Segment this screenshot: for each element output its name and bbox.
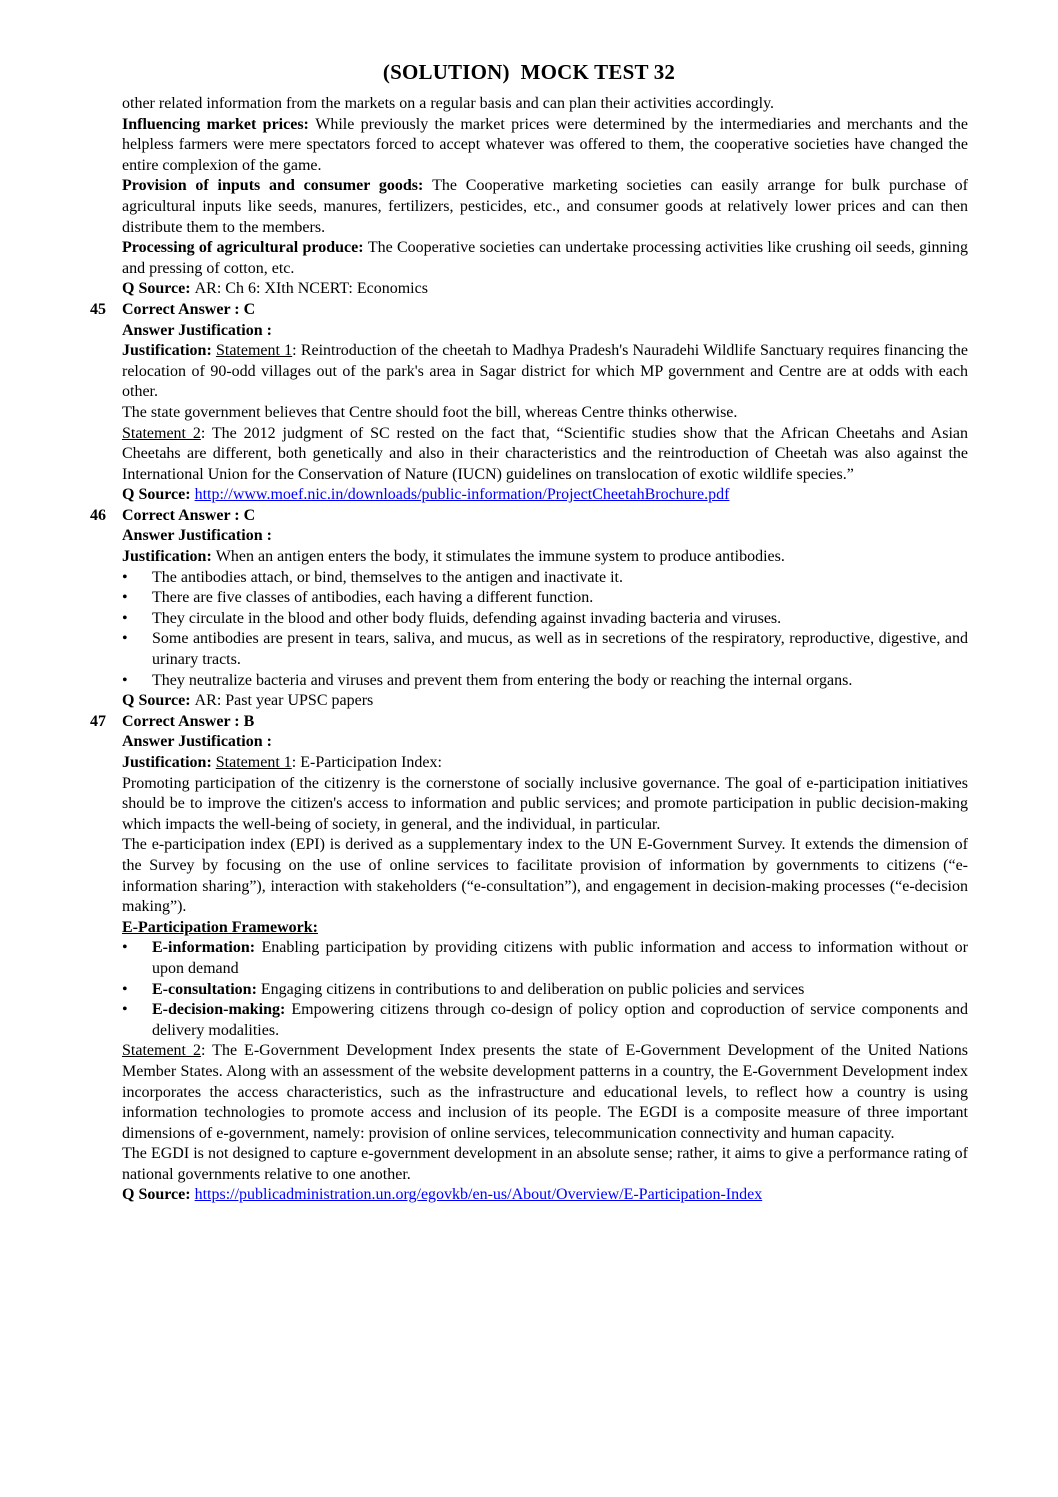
paragraph <box>122 1041 968 1144</box>
text-run: Processing of agricultural produce: <box>122 239 368 257</box>
bullet-item <box>122 609 968 630</box>
text-run: The Cooperative marketing societies can easily arrange for bulk purchase of agricultural inputs like seeds, manures, fertilizers, pesticides, etc., and consumer goods at relatively lower prices and can then distribute them to the members. <box>122 177 968 236</box>
text-run: : The 2012 judgment of SC rested on the fact that, “Scientific studies show that the African Cheetahs and Asian Cheetahs are different, both genetically and also in their characteristics and the reintroduction of Cheetah was also against the International Union for the Conservation of Nature (IUCN) guidelines on translocation of exotic wildlife species.” <box>122 424 969 483</box>
hyperlink[interactable]: http://www.moef.nic.in/downloads/public-information/ProjectCheetahBrochure.pdf <box>194 486 730 504</box>
block-content <box>122 753 968 774</box>
paragraph <box>122 238 968 279</box>
page-title: (SOLUTION) MOCK TEST 32 <box>382 60 676 84</box>
block-content <box>152 609 968 630</box>
bullet-icon: • <box>122 589 128 607</box>
bullet-icon: • <box>122 980 128 998</box>
block-content <box>152 671 968 692</box>
text-run: Provision of inputs and consumer goods: <box>122 177 433 195</box>
paragraph <box>122 279 968 300</box>
paragraph <box>122 774 968 836</box>
block-content <box>122 547 968 568</box>
bullet-item <box>122 1000 968 1041</box>
block-content <box>152 980 968 1001</box>
block-content <box>122 526 968 547</box>
question-item <box>90 300 968 321</box>
paragraph <box>122 176 968 238</box>
block-content <box>122 1144 968 1185</box>
text-run: The Cooperative societies can undertake processing activities like crushing oil seeds, ginning and pressing of cotton, etc. <box>122 239 969 277</box>
paragraph <box>122 403 968 424</box>
paragraph <box>122 321 968 342</box>
question-number: 46 <box>90 506 106 524</box>
text-run: Answer Justification : <box>122 733 272 751</box>
block-content <box>122 485 968 506</box>
paragraph <box>122 341 968 403</box>
text-run: AR: Past year UPSC papers <box>194 692 374 710</box>
block-content <box>152 568 968 589</box>
text-run: Enabling participation by providing citizens with public information and access to information without or upon demand <box>152 939 968 977</box>
text-run: Correct Answer : C <box>122 300 256 318</box>
text-run: When an antigen enters the body, it stimulates the immune system to produce antibodies. <box>215 548 785 566</box>
block-content <box>122 424 968 486</box>
block-content <box>122 732 968 753</box>
bullet-item <box>122 671 968 692</box>
block-content <box>122 506 968 527</box>
paragraph <box>122 94 968 115</box>
bullet-icon: • <box>122 939 128 957</box>
text-run: Justification: <box>122 342 216 360</box>
question-item <box>90 712 968 733</box>
paragraph <box>122 753 968 774</box>
text-run: AR: Ch 6: XIth NCERT: Economics <box>194 280 428 298</box>
document-body <box>90 94 968 1206</box>
text-run: Justification: <box>122 548 216 566</box>
block-content <box>122 279 968 300</box>
text-run: The state government believes that Centre should foot the bill, whereas Centre thinks otherwise. <box>122 403 738 421</box>
block-content <box>122 403 968 424</box>
block-content <box>122 1185 968 1206</box>
text-run: Statement 2 <box>122 424 201 442</box>
text-run: other related information from the markets on a regular basis and can plan their activities accordingly. <box>122 95 775 112</box>
bullet-icon: • <box>122 568 128 586</box>
text-run: : E-Participation Index: <box>291 754 442 771</box>
text-run: Q Source: <box>122 486 195 504</box>
text-run: The e-participation index (EPI) is derived as a supplementary index to the UN E-Government Survey. It extends the dimension of the Survey by focusing on the use of online services to facilitate provision of information by governments to citizens (“e-information sharing”), interaction with stakeholders (“e-consultation”), and engagement in decision-making processes (“e-decision making”). <box>122 836 968 916</box>
text-run: : The E-Government Development Index presents the state of E-Government Development of the United Nations Member States. Along with an assessment of the website development patterns in a country, the E-Government Development index incorporates the access characteristics, such as the infrastructure and educational levels, to reflect how a country is using information technologies to promote access and inclusion of its people. The EGDI is a composite measure of three important dimensions of e-government, namely: provision of online services, telecommunication connectivity and human capacity. <box>122 1042 969 1142</box>
question-number: 47 <box>90 712 106 730</box>
text-run: Q Source: <box>122 280 195 298</box>
question-number: 45 <box>90 300 106 318</box>
text-run: Engaging citizens in contributions to and deliberation on public policies and services <box>260 980 805 998</box>
text-run: E-decision-making: <box>152 1001 292 1019</box>
paragraph <box>122 732 968 753</box>
text-run: The antibodies attach, or bind, themselves to the antigen and inactivate it. <box>152 568 623 586</box>
paragraph <box>122 485 968 506</box>
text-run: Answer Justification : <box>122 321 272 339</box>
bullet-item <box>122 938 968 979</box>
block-content <box>122 176 968 238</box>
block-content <box>122 115 968 177</box>
paragraph <box>122 1185 968 1206</box>
text-run: Q Source: <box>122 1186 195 1204</box>
block-content <box>152 1000 968 1041</box>
text-run: Some antibodies are present in tears, saliva, and mucus, as well as in secretions of the respiratory, reproductive, digestive, and urinary tracts. <box>152 630 968 669</box>
text-run: Statement 2 <box>122 1042 201 1060</box>
text-run: There are five classes of antibodies, each having a different function. <box>152 589 594 607</box>
text-run: They neutralize bacteria and viruses and prevent them from entering the body or reaching the internal organs. <box>152 671 853 689</box>
text-run: Empowering citizens through co-design of policy option and coproduction of service components and delivery modalities. <box>152 1001 969 1039</box>
paragraph <box>122 1144 968 1185</box>
block-content <box>122 321 968 342</box>
text-run: Answer Justification : <box>122 527 272 545</box>
block-content <box>122 341 968 403</box>
question-item <box>90 506 968 527</box>
bullet-item <box>122 629 968 670</box>
block-content <box>122 94 968 115</box>
paragraph <box>122 835 968 917</box>
text-run: The EGDI is not designed to capture e-government development in an absolute sense; rather, it aims to give a performance rating of national governments relative to one another. <box>122 1145 968 1183</box>
text-run: They circulate in the blood and other body fluids, defending against invading bacteria and viruses. <box>152 609 782 627</box>
text-run: : Reintroduction of the cheetah to Madhya Pradesh's Nauradehi Wildlife Sanctuary requires financing the relocation of 90-odd villages out of the park's area in Sagar district for which MP government and Centre are at odds with each other. <box>122 342 969 401</box>
text-run: E-consultation: <box>152 980 261 998</box>
bullet-item <box>122 568 968 589</box>
text-run: Correct Answer : C <box>122 506 256 524</box>
paragraph <box>122 691 968 712</box>
block-content <box>122 1041 968 1144</box>
text-run: Justification: <box>122 754 216 771</box>
bullet-icon: • <box>122 609 128 627</box>
paragraph <box>122 424 968 486</box>
text-run: E-information: <box>152 939 262 957</box>
bullet-icon: • <box>122 1001 128 1019</box>
text-run: Statement 1 <box>215 754 292 771</box>
block-content <box>122 774 968 836</box>
paragraph <box>122 918 968 939</box>
block-content <box>122 835 968 917</box>
text-run: Correct Answer : B <box>122 712 255 730</box>
text-run: E-Participation Framework: <box>122 918 318 936</box>
block-content <box>152 588 968 609</box>
paragraph <box>122 115 968 177</box>
paragraph <box>122 526 968 547</box>
text-run: Q Source: <box>122 692 195 710</box>
text-run: While previously the market prices were determined by the intermediaries and merchants and the helpless farmers were mere spectators forced to accept whatever was offered to them, the cooperative societies have changed the entire complexion of the game. <box>122 115 969 174</box>
block-content <box>122 238 968 279</box>
block-content <box>122 712 968 733</box>
block-content <box>152 938 968 979</box>
bullet-icon: • <box>122 671 128 689</box>
bullet-icon: • <box>122 630 128 648</box>
text-run: Promoting participation of the citizenry is the cornerstone of socially inclusive governance. The goal of e-participation initiatives should be to improve the citizen's access to information and public services; and promote participation in public decision-making which impacts the well-being of society, in general, and the individual, in particular. <box>122 774 968 833</box>
text-run: Influencing market prices: <box>122 115 316 133</box>
block-content <box>152 629 968 670</box>
bullet-item <box>122 980 968 1001</box>
block-content <box>122 918 968 939</box>
hyperlink[interactable]: https://publicadministration.un.org/egovkb/en-us/About/Overview/E-Participation-Index <box>194 1186 763 1204</box>
block-content <box>122 300 968 321</box>
paragraph <box>122 547 968 568</box>
bullet-item <box>122 588 968 609</box>
block-content <box>122 691 968 712</box>
text-run: Statement 1 <box>215 342 293 360</box>
